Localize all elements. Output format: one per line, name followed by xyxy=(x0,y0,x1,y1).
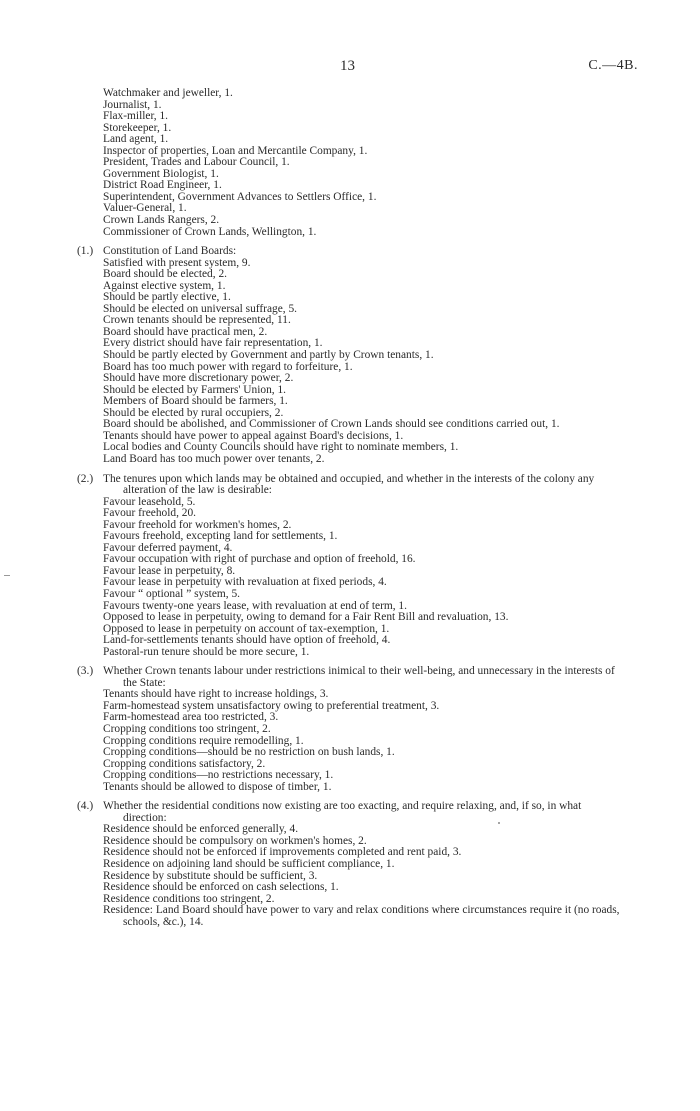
question-section xyxy=(0,246,700,465)
list-item: Tenants should have right to increase holdings, 3. xyxy=(103,688,329,701)
list-item: Residence should not be enforced if improvements completed and rent paid, 3. xyxy=(103,846,462,859)
question-text: Constitution of Land Boards: xyxy=(103,245,237,258)
list-item: Satisfied with present system, 9. xyxy=(103,256,251,269)
stray-dot xyxy=(498,822,500,824)
list-item: Commissioner of Crown Lands, Wellington, 1. xyxy=(103,225,317,238)
list-item: Residence should be enforced generally, 4. xyxy=(103,823,299,836)
list-item: District Road Engineer, 1. xyxy=(103,179,222,192)
question-text: Whether Crown tenants labour under restrictions inimical to their well-being, and unnecessary in the interests of the State: xyxy=(103,665,615,689)
section-question xyxy=(0,801,700,824)
list-item: Opposed to lease in perpetuity, owing to demand for a Fair Rent Bill and revaluation, 13. xyxy=(103,611,509,624)
section-question xyxy=(0,666,700,689)
question-section xyxy=(0,474,700,659)
list-item: Opposed to lease in perpetuity on account of tax-exemption, 1. xyxy=(103,622,390,635)
list-item: Tenants should be allowed to dispose of timber, 1. xyxy=(103,780,332,793)
page-number: 13 xyxy=(340,58,355,74)
list-item: Cropping conditions—no restrictions necessary, 1. xyxy=(103,769,334,782)
list-item: Journalist, 1. xyxy=(103,98,162,111)
section-question xyxy=(0,246,700,258)
list-item: President, Trades and Labour Council, 1. xyxy=(103,156,290,169)
list-item: Superintendent, Government Advances to Settlers Office, 1. xyxy=(103,190,377,203)
list-item: Inspector of properties, Loan and Mercantile Company, 1. xyxy=(103,144,368,157)
list-item: Residence should be enforced on cash selections, 1. xyxy=(103,881,339,894)
section-number: (2.) xyxy=(77,472,94,485)
list-item: Crown tenants should be represented, 11. xyxy=(103,314,291,327)
list-item: Cropping conditions—should be no restriction on bush lands, 1. xyxy=(103,746,395,759)
section-number: (1.) xyxy=(77,245,94,258)
list-item: Favour deferred payment, 4. xyxy=(103,541,233,554)
margin-mark xyxy=(4,575,10,576)
list-item: Land Board has too much power over tenants, 2. xyxy=(103,452,325,465)
list-item: Cropping conditions require remodelling, 1. xyxy=(103,734,304,747)
list-item: Valuer-General, 1. xyxy=(103,202,187,215)
list-item: Residence conditions too stringent, 2. xyxy=(103,892,275,905)
list-item: Favour freehold for workmen's homes, 2. xyxy=(103,518,292,531)
list-item: Residence by substitute should be sufficient, 3. xyxy=(103,869,318,882)
list-item: Cropping conditions satisfactory, 2. xyxy=(103,757,266,770)
list-item: Should be elected on universal suffrage, 5. xyxy=(103,302,298,315)
question-text: The tenures upon which lands may be obtained and occupied, and whether in the interests of the colony any alteration of the law is desirable: xyxy=(103,472,595,497)
list-item: Board should have practical men, 2. xyxy=(103,325,268,338)
question-section xyxy=(0,666,700,793)
list-item: Favour lease in perpetuity, 8. xyxy=(103,564,236,577)
page-header xyxy=(0,58,700,80)
list-item: Favour lease in perpetuity with revaluation at fixed periods, 4. xyxy=(103,576,387,589)
list-item: Storekeeper, 1. xyxy=(103,121,172,134)
list-item: Farm-homestead system unsatisfactory owing to preferential treatment, 3. xyxy=(103,699,440,712)
list-item: Should be partly elected by Government and partly by Crown tenants, 1. xyxy=(103,349,434,362)
intro-list xyxy=(0,88,700,238)
list-item: Favours twenty-one years lease, with revaluation at end of term, 1. xyxy=(103,599,407,612)
section-number: (3.) xyxy=(77,665,94,678)
document-body xyxy=(0,88,700,928)
list-item: Board has too much power with regard to forfeiture, 1. xyxy=(103,360,353,373)
list-item: Residence: Land Board should have power to vary and relax conditions where circumstances require it (no roads, schools, &c.), 14. xyxy=(103,904,620,928)
list-item: Board should be elected, 2. xyxy=(103,268,227,281)
list-item: Favour “ optional ” system, 5. xyxy=(103,587,240,600)
list-item: Members of Board should be farmers, 1. xyxy=(103,395,288,408)
list-item: Should be elected by Farmers' Union, 1. xyxy=(103,383,287,396)
list-item: Government Biologist, 1. xyxy=(103,167,219,180)
question-text: Whether the residential conditions now existing are too exacting, and require relaxing, and, if so, in what direction: xyxy=(103,800,582,824)
list-item: Tenants should have power to appeal against Board's decisions, 1. xyxy=(103,429,404,442)
list-item: Flax-miller, 1. xyxy=(103,110,169,123)
list-item: Land agent, 1. xyxy=(103,133,169,146)
section-number: (4.) xyxy=(77,800,94,813)
list-item: Favour freehold, 20. xyxy=(103,507,196,520)
list-item: Favour leasehold, 5. xyxy=(103,495,196,508)
sections xyxy=(0,246,700,928)
list-item: Watchmaker and jeweller, 1. xyxy=(103,87,233,99)
document-reference: C.—4B. xyxy=(588,58,638,73)
section-question xyxy=(0,474,700,497)
list-item: Crown Lands Rangers, 2. xyxy=(103,214,220,227)
list-item: Residence on adjoining land should be sufficient compliance, 1. xyxy=(103,858,395,870)
question-section xyxy=(0,801,700,928)
list-item: Residence should be compulsory on workmen's homes, 2. xyxy=(103,834,367,847)
list-item: Favour occupation with right of purchase and option of freehold, 16. xyxy=(103,553,416,566)
list-item: Local bodies and County Councils should have right to nominate members, 1. xyxy=(103,441,459,454)
list-item: Pastoral-run tenure should be more secure, 1. xyxy=(103,645,310,658)
list-item: Should have more discretionary power, 2. xyxy=(103,372,294,385)
list-item: Board should be abolished, and Commissioner of Crown Lands should see conditions carried out, 1. xyxy=(103,418,560,431)
list-item: Should be elected by rural occupiers, 2. xyxy=(103,406,284,419)
list-item: Farm-homestead area too restricted, 3. xyxy=(103,711,279,724)
list-item: Land-for-settlements tenants should have option of freehold, 4. xyxy=(103,634,391,647)
list-item: Cropping conditions too stringent, 2. xyxy=(103,722,271,735)
list-item: Should be partly elective, 1. xyxy=(103,291,231,304)
list-item: Against elective system, 1. xyxy=(103,279,226,292)
list-item: Favours freehold, excepting land for settlements, 1. xyxy=(103,530,338,543)
list-item: Every district should have fair representation, 1. xyxy=(103,337,323,350)
